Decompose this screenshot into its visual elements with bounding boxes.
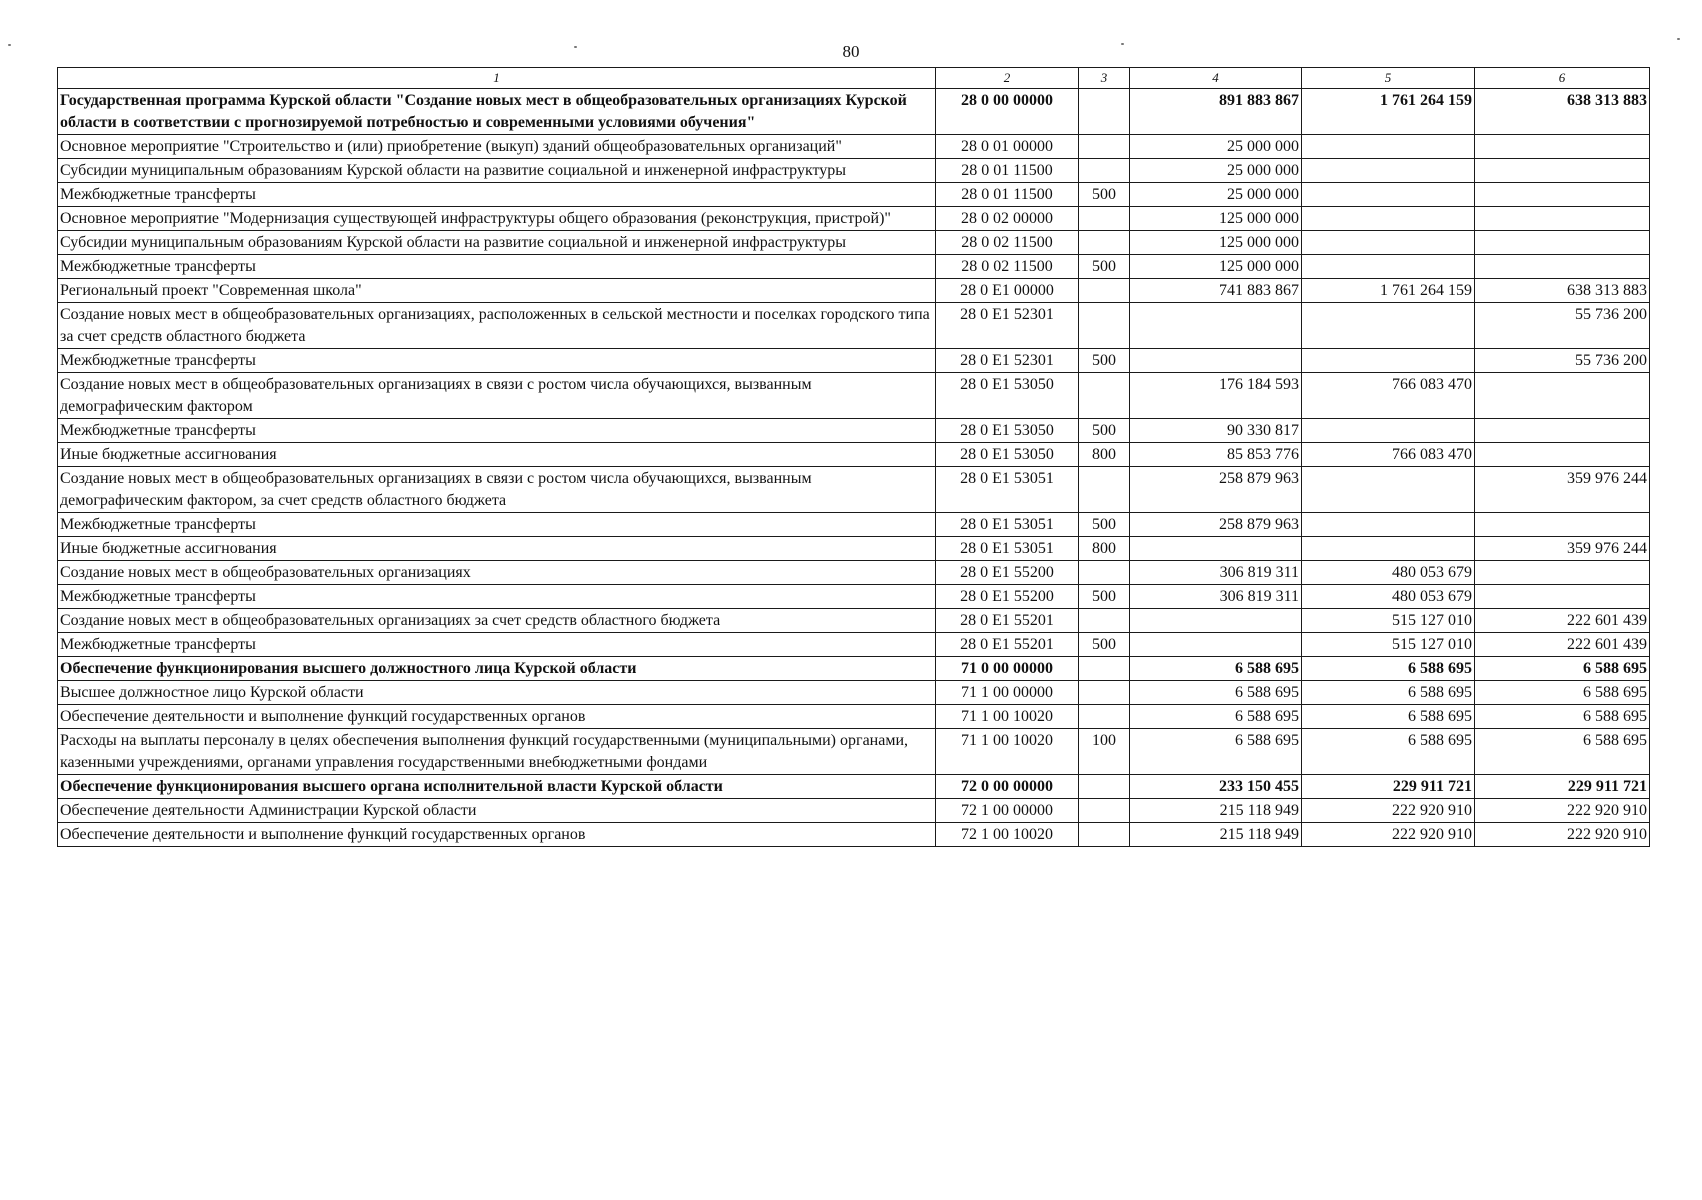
table-row — [58, 135, 1650, 159]
row-year-2-value: 480 053 679 — [1302, 585, 1475, 609]
row-expense-type-cell: 500 — [1079, 419, 1130, 443]
table-row — [58, 823, 1650, 847]
row-code-cell: 28 0 E1 55200 — [936, 585, 1079, 609]
row-name-cell: Создание новых мест в общеобразовательных организациях, расположенных в сельской местности и поселках городского типа за счет средств областного бюджета — [58, 303, 936, 349]
table-row — [58, 799, 1650, 823]
row-year-1-value: 215 118 949 — [1130, 823, 1302, 847]
row-code-cell: 28 0 E1 53051 — [936, 537, 1079, 561]
row-expense-type-cell — [1079, 681, 1130, 705]
table-row — [58, 231, 1650, 255]
row-code-cell: 28 0 E1 53051 — [936, 513, 1079, 537]
row-year-3-value: 359 976 244 — [1475, 537, 1650, 561]
row-year-3-value — [1475, 561, 1650, 585]
row-year-3-value: 222 920 910 — [1475, 799, 1650, 823]
row-code-cell: 71 1 00 10020 — [936, 705, 1079, 729]
row-expense-type-cell — [1079, 303, 1130, 349]
row-year-1-value: 258 879 963 — [1130, 467, 1302, 513]
row-year-2-value: 1 761 264 159 — [1302, 89, 1475, 135]
row-year-3-value — [1475, 159, 1650, 183]
table-row — [58, 207, 1650, 231]
table-row — [58, 373, 1650, 419]
row-year-1-value: 258 879 963 — [1130, 513, 1302, 537]
row-expense-type-cell — [1079, 231, 1130, 255]
row-year-2-value — [1302, 303, 1475, 349]
row-year-1-value — [1130, 537, 1302, 561]
row-code-cell: 28 0 E1 55201 — [936, 633, 1079, 657]
table-row — [58, 705, 1650, 729]
budget-table — [57, 67, 1650, 847]
row-year-2-value: 6 588 695 — [1302, 729, 1475, 775]
row-year-1-value — [1130, 303, 1302, 349]
table-row — [58, 443, 1650, 467]
row-name-cell: Основное мероприятие "Модернизация существующей инфраструктуры общего образования (реконструкция, пристрой)" — [58, 207, 936, 231]
row-name-cell: Расходы на выплаты персоналу в целях обеспечения выполнения функций государственными (муниципальными) органами, казенными учреждениями, органами управления государственными внебюджетными фондами — [58, 729, 936, 775]
row-code-cell: 28 0 E1 53050 — [936, 443, 1079, 467]
row-name-cell: Высшее должностное лицо Курской области — [58, 681, 936, 705]
row-year-1-value: 85 853 776 — [1130, 443, 1302, 467]
row-year-3-value — [1475, 513, 1650, 537]
scan-speck — [8, 44, 11, 46]
row-code-cell: 28 0 E1 53050 — [936, 419, 1079, 443]
row-year-1-value: 891 883 867 — [1130, 89, 1302, 135]
table-row — [58, 561, 1650, 585]
row-year-1-value: 233 150 455 — [1130, 775, 1302, 799]
row-year-3-value — [1475, 135, 1650, 159]
row-code-cell: 71 0 00 00000 — [936, 657, 1079, 681]
table-row — [58, 513, 1650, 537]
row-year-3-value: 638 313 883 — [1475, 279, 1650, 303]
row-year-3-value — [1475, 443, 1650, 467]
scan-speck — [1677, 38, 1680, 40]
row-name-cell: Обеспечение деятельности и выполнение функций государственных органов — [58, 823, 936, 847]
row-name-cell: Региональный проект "Современная школа" — [58, 279, 936, 303]
row-year-3-value: 222 920 910 — [1475, 823, 1650, 847]
row-code-cell: 28 0 E1 53051 — [936, 467, 1079, 513]
row-expense-type-cell — [1079, 799, 1130, 823]
row-expense-type-cell — [1079, 89, 1130, 135]
row-expense-type-cell — [1079, 775, 1130, 799]
row-year-1-value: 306 819 311 — [1130, 585, 1302, 609]
row-expense-type-cell — [1079, 467, 1130, 513]
table-row — [58, 349, 1650, 373]
row-code-cell: 28 0 01 11500 — [936, 183, 1079, 207]
row-name-cell: Основное мероприятие "Строительство и (или) приобретение (выкуп) зданий общеобразовательных организаций" — [58, 135, 936, 159]
table-row — [58, 585, 1650, 609]
row-year-2-value — [1302, 349, 1475, 373]
scan-speck — [574, 46, 577, 48]
column-header-year-3: 6 — [1475, 68, 1650, 89]
row-name-cell: Создание новых мест в общеобразовательных организациях — [58, 561, 936, 585]
row-expense-type-cell: 500 — [1079, 183, 1130, 207]
row-year-2-value — [1302, 135, 1475, 159]
row-expense-type-cell — [1079, 705, 1130, 729]
row-code-cell: 28 0 E1 53050 — [936, 373, 1079, 419]
row-year-1-value: 25 000 000 — [1130, 135, 1302, 159]
scan-speck — [1121, 43, 1124, 45]
row-year-1-value — [1130, 633, 1302, 657]
row-name-cell: Межбюджетные трансферты — [58, 585, 936, 609]
row-name-cell: Обеспечение деятельности и выполнение функций государственных органов — [58, 705, 936, 729]
row-year-2-value: 766 083 470 — [1302, 373, 1475, 419]
row-year-2-value — [1302, 183, 1475, 207]
table-row — [58, 159, 1650, 183]
table-row — [58, 681, 1650, 705]
row-expense-type-cell — [1079, 657, 1130, 681]
column-header-year-1: 4 — [1130, 68, 1302, 89]
row-year-1-value — [1130, 609, 1302, 633]
row-expense-type-cell: 100 — [1079, 729, 1130, 775]
row-year-1-value: 176 184 593 — [1130, 373, 1302, 419]
row-year-2-value — [1302, 467, 1475, 513]
row-year-2-value: 6 588 695 — [1302, 705, 1475, 729]
table-row — [58, 183, 1650, 207]
row-year-2-value — [1302, 537, 1475, 561]
row-expense-type-cell: 500 — [1079, 585, 1130, 609]
table-row — [58, 657, 1650, 681]
row-code-cell: 72 1 00 10020 — [936, 823, 1079, 847]
table-row — [58, 419, 1650, 443]
row-year-2-value: 515 127 010 — [1302, 633, 1475, 657]
row-year-3-value — [1475, 231, 1650, 255]
row-year-1-value: 25 000 000 — [1130, 183, 1302, 207]
row-year-2-value — [1302, 207, 1475, 231]
row-name-cell: Создание новых мест в общеобразовательных организациях в связи с ростом числа обучающихся, вызванным демографическим фактором, за счет средств областного бюджета — [58, 467, 936, 513]
table-row — [58, 279, 1650, 303]
row-name-cell: Межбюджетные трансферты — [58, 513, 936, 537]
row-expense-type-cell: 800 — [1079, 537, 1130, 561]
row-year-2-value: 1 761 264 159 — [1302, 279, 1475, 303]
row-code-cell: 28 0 E1 52301 — [936, 303, 1079, 349]
row-year-3-value: 55 736 200 — [1475, 349, 1650, 373]
row-name-cell: Субсидии муниципальным образованиям Курской области на развитие социальной и инженерной инфраструктуры — [58, 159, 936, 183]
row-year-2-value — [1302, 255, 1475, 279]
row-year-2-value: 6 588 695 — [1302, 657, 1475, 681]
row-year-3-value — [1475, 183, 1650, 207]
row-year-2-value — [1302, 419, 1475, 443]
row-code-cell: 28 0 02 11500 — [936, 255, 1079, 279]
table-row — [58, 729, 1650, 775]
row-code-cell: 72 0 00 00000 — [936, 775, 1079, 799]
row-expense-type-cell: 800 — [1079, 443, 1130, 467]
row-name-cell: Межбюджетные трансферты — [58, 183, 936, 207]
column-header-expense-type: 3 — [1079, 68, 1130, 89]
row-year-3-value: 229 911 721 — [1475, 775, 1650, 799]
row-name-cell: Межбюджетные трансферты — [58, 419, 936, 443]
row-year-3-value: 222 601 439 — [1475, 633, 1650, 657]
row-year-1-value: 306 819 311 — [1130, 561, 1302, 585]
row-expense-type-cell: 500 — [1079, 513, 1130, 537]
row-expense-type-cell — [1079, 159, 1130, 183]
row-name-cell: Иные бюджетные ассигнования — [58, 537, 936, 561]
table-row — [58, 467, 1650, 513]
row-name-cell: Субсидии муниципальным образованиям Курской области на развитие социальной и инженерной инфраструктуры — [58, 231, 936, 255]
row-code-cell: 71 1 00 10020 — [936, 729, 1079, 775]
row-year-2-value: 222 920 910 — [1302, 823, 1475, 847]
table-row — [58, 775, 1650, 799]
row-year-1-value: 6 588 695 — [1130, 657, 1302, 681]
row-year-3-value: 6 588 695 — [1475, 729, 1650, 775]
row-year-3-value — [1475, 419, 1650, 443]
row-year-3-value: 6 588 695 — [1475, 681, 1650, 705]
row-code-cell: 28 0 E1 55200 — [936, 561, 1079, 585]
row-year-2-value — [1302, 231, 1475, 255]
row-year-1-value: 741 883 867 — [1130, 279, 1302, 303]
row-code-cell: 28 0 E1 00000 — [936, 279, 1079, 303]
column-number-header-row — [58, 68, 1650, 89]
row-code-cell: 28 0 01 11500 — [936, 159, 1079, 183]
row-code-cell: 28 0 E1 52301 — [936, 349, 1079, 373]
row-year-1-value: 6 588 695 — [1130, 705, 1302, 729]
row-year-2-value: 766 083 470 — [1302, 443, 1475, 467]
row-year-1-value — [1130, 349, 1302, 373]
row-year-3-value: 638 313 883 — [1475, 89, 1650, 135]
row-name-cell: Государственная программа Курской области "Создание новых мест в общеобразовательных организациях Курской области в соответствии с прогнозируемой потребностью и современными условиями обучения" — [58, 89, 936, 135]
row-year-2-value: 222 920 910 — [1302, 799, 1475, 823]
row-name-cell: Межбюджетные трансферты — [58, 349, 936, 373]
row-code-cell: 28 0 00 00000 — [936, 89, 1079, 135]
row-year-3-value — [1475, 585, 1650, 609]
row-name-cell: Обеспечение функционирования высшего должностного лица Курской области — [58, 657, 936, 681]
row-name-cell: Межбюджетные трансферты — [58, 255, 936, 279]
row-year-1-value: 215 118 949 — [1130, 799, 1302, 823]
row-year-3-value — [1475, 255, 1650, 279]
row-expense-type-cell — [1079, 561, 1130, 585]
table-row — [58, 255, 1650, 279]
row-expense-type-cell: 500 — [1079, 349, 1130, 373]
page-number: 80 — [842, 42, 860, 61]
row-code-cell: 28 0 01 00000 — [936, 135, 1079, 159]
row-year-3-value — [1475, 207, 1650, 231]
row-year-2-value — [1302, 159, 1475, 183]
row-year-1-value: 125 000 000 — [1130, 207, 1302, 231]
row-year-3-value: 222 601 439 — [1475, 609, 1650, 633]
row-expense-type-cell — [1079, 373, 1130, 419]
row-expense-type-cell — [1079, 135, 1130, 159]
row-code-cell: 28 0 02 11500 — [936, 231, 1079, 255]
row-name-cell: Обеспечение деятельности Администрации Курской области — [58, 799, 936, 823]
table-row — [58, 537, 1650, 561]
row-year-2-value — [1302, 513, 1475, 537]
row-year-1-value: 25 000 000 — [1130, 159, 1302, 183]
row-expense-type-cell — [1079, 207, 1130, 231]
row-name-cell: Иные бюджетные ассигнования — [58, 443, 936, 467]
column-header-name: 1 — [58, 68, 936, 89]
row-name-cell: Межбюджетные трансферты — [58, 633, 936, 657]
row-year-1-value: 125 000 000 — [1130, 255, 1302, 279]
row-year-3-value: 55 736 200 — [1475, 303, 1650, 349]
row-year-2-value: 6 588 695 — [1302, 681, 1475, 705]
column-header-code: 2 — [936, 68, 1079, 89]
row-year-3-value: 6 588 695 — [1475, 705, 1650, 729]
row-year-3-value — [1475, 373, 1650, 419]
row-name-cell: Создание новых мест в общеобразовательных организациях за счет средств областного бюджета — [58, 609, 936, 633]
table-row — [58, 303, 1650, 349]
row-year-2-value: 229 911 721 — [1302, 775, 1475, 799]
row-code-cell: 71 1 00 00000 — [936, 681, 1079, 705]
table-row — [58, 633, 1650, 657]
row-year-3-value: 6 588 695 — [1475, 657, 1650, 681]
row-expense-type-cell — [1079, 609, 1130, 633]
row-expense-type-cell — [1079, 279, 1130, 303]
table-row — [58, 609, 1650, 633]
row-expense-type-cell: 500 — [1079, 633, 1130, 657]
row-name-cell: Обеспечение функционирования высшего органа исполнительной власти Курской области — [58, 775, 936, 799]
row-expense-type-cell: 500 — [1079, 255, 1130, 279]
column-header-year-2: 5 — [1302, 68, 1475, 89]
row-expense-type-cell — [1079, 823, 1130, 847]
row-code-cell: 28 0 02 00000 — [936, 207, 1079, 231]
table-row — [58, 89, 1650, 135]
row-code-cell: 72 1 00 00000 — [936, 799, 1079, 823]
row-year-1-value: 6 588 695 — [1130, 729, 1302, 775]
row-year-2-value: 515 127 010 — [1302, 609, 1475, 633]
row-name-cell: Создание новых мест в общеобразовательных организациях в связи с ростом числа обучающихся, вызванным демографическим фактором — [58, 373, 936, 419]
row-year-3-value: 359 976 244 — [1475, 467, 1650, 513]
row-year-1-value: 6 588 695 — [1130, 681, 1302, 705]
row-year-1-value: 125 000 000 — [1130, 231, 1302, 255]
table-body — [58, 89, 1650, 847]
row-year-1-value: 90 330 817 — [1130, 419, 1302, 443]
row-year-2-value: 480 053 679 — [1302, 561, 1475, 585]
row-code-cell: 28 0 E1 55201 — [936, 609, 1079, 633]
